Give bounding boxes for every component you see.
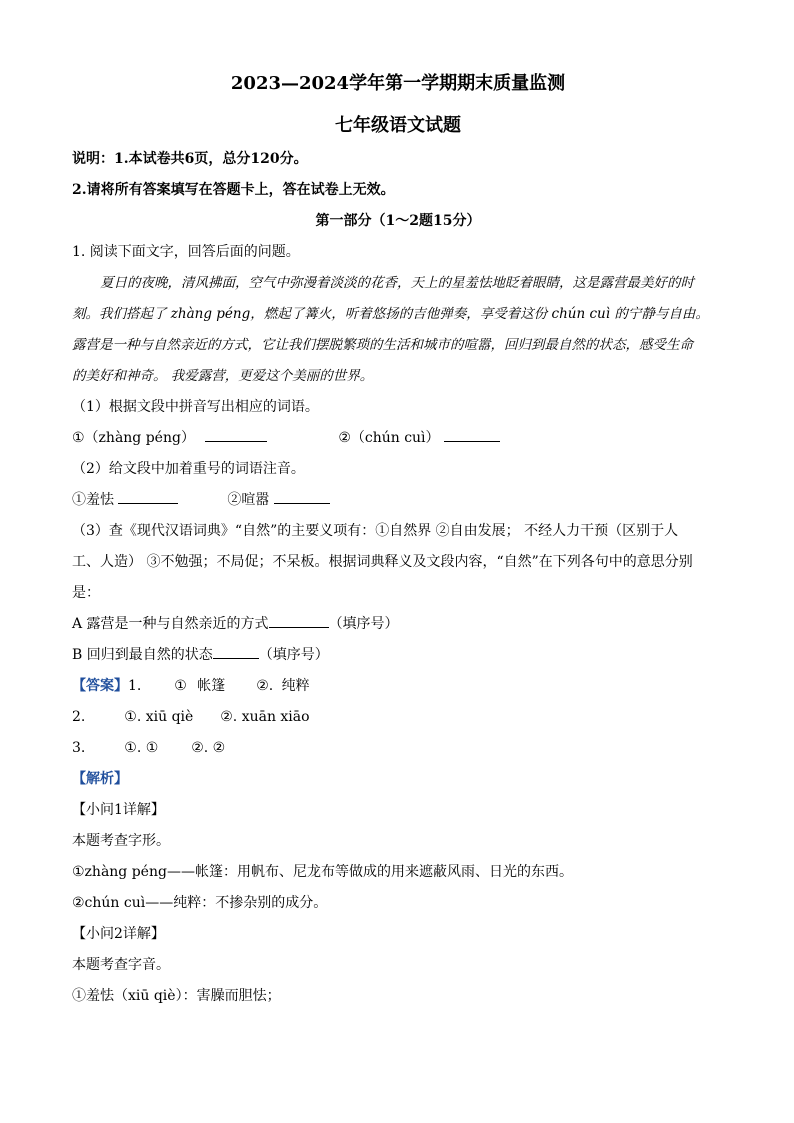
answer-2-a-text: xiū qiè: [145, 709, 194, 725]
answer-1-num: 1.: [128, 678, 142, 694]
sub1-item-a: ①（zhàng péng）: [72, 430, 195, 446]
sub3-item-b-suffix: （填序号）: [258, 647, 329, 663]
exam-page: [72, 66, 724, 1012]
answer-1-a-marker: ①: [174, 678, 187, 694]
answer-2-a-marker: ①.: [124, 709, 142, 725]
answer-blank[interactable]: [118, 489, 178, 504]
passage-line-4: 的美好和神奇。 我爱露营，更爱这个美丽的世界。: [72, 368, 374, 384]
question-stem: 1. 阅读下面文字，回答后面的问题。: [72, 244, 300, 260]
answer-row-3: [72, 733, 724, 764]
sub1-item-b: ②（chún cuì）: [338, 430, 440, 446]
passage-line-3: 露营是一种与自然亲近的方式，它让我们摆脱繁琐的生活和城市的喧嚣，回归到最自然的状态，感受生命: [72, 337, 693, 353]
answer-blank[interactable]: [269, 613, 329, 628]
passage-line-2: 刻。我们搭起了 zhàng péng，燃起了篝火，听着悠扬的吉他弹奏，享受着这份 chún cuì 的宁静与自由。: [72, 306, 709, 322]
exam-subtitle: 七年级语文试题: [335, 115, 461, 136]
exam-title: 2023—2024学年第一学期期末质量监测: [230, 73, 566, 94]
answer-3-a-marker: ①.: [124, 740, 142, 756]
detail-2-heading: 【小问2详解】: [72, 926, 165, 942]
sub3-item-a-row: [72, 609, 724, 640]
sub3-item-a: A 露营是一种与自然亲近的方式: [72, 616, 269, 632]
detail-1-item-1: ①zhàng péng——帐篷：用帆布、尼龙布等做成的用来遮蔽风雨、日光的东西。: [72, 864, 573, 880]
sub2-prompt: （2）给文段中加着重号的词语注音。: [72, 461, 305, 477]
detail-2-item-1: ①羞怯（xiū qiè）：害臊而胆怯；: [72, 988, 281, 1004]
detail-1-item-2: ②chún cuì——纯粹：不掺杂别的成分。: [72, 895, 328, 911]
sub2-items: [72, 485, 724, 516]
answer-blank[interactable]: [213, 644, 259, 659]
sub2-item-a: ①羞怯: [72, 492, 114, 508]
answer-label: 【答案】: [72, 678, 128, 694]
sub3-item-a-suffix: （填序号）: [328, 616, 399, 632]
answer-2-b-marker: ②.: [220, 709, 238, 725]
answer-row-1: [72, 671, 724, 702]
analysis-label: 【解析】: [72, 771, 128, 787]
answer-blank[interactable]: [444, 427, 500, 442]
detail-1-heading: 【小问1详解】: [72, 802, 165, 818]
sub3-line-1: （3）查《现代汉语词典》“自然”的主要义项有：①自然界 ②自由发展； 不经人力干预（区别于人: [72, 523, 679, 539]
answer-1-b-text: 纯粹: [281, 678, 310, 694]
part-heading: 第一部分（1～2题15分）: [315, 213, 481, 229]
answer-blank[interactable]: [274, 489, 330, 504]
passage-line-1: 夏日的夜晚，清风拂面，空气中弥漫着淡淡的花香，天上的星羞怯地眨着眼睛，这是露营最美好的时: [100, 275, 694, 291]
sub3-item-b: B 回归到最自然的状态: [72, 647, 213, 663]
note-line-2: 2.请将所有答案填写在答题卡上，答在试卷上无效。: [72, 182, 395, 198]
reading-passage: [72, 268, 724, 392]
sub1-prompt: （1）根据文段中拼音写出相应的词语。: [72, 399, 319, 415]
answer-1-a-text: 帐篷: [197, 678, 226, 694]
answer-3-num: 3.: [72, 740, 86, 756]
sub3-line-2: 工、人造） ③不勉强；不局促；不呆板。根据词典释义及文段内容，“自然”在下列各句中的意思分别: [72, 554, 693, 570]
answer-2-b-text: xuān xiāo: [241, 709, 310, 725]
detail-1-intro: 本题考查字形。: [72, 833, 170, 849]
answer-1-b-marker: ②.: [256, 678, 274, 694]
answer-blank[interactable]: [205, 427, 267, 442]
sub1-items: [72, 423, 724, 454]
sub2-item-b: ②喧嚣: [227, 492, 270, 508]
detail-2-intro: 本题考查字音。: [72, 957, 170, 973]
note-line-1: 说明：1.本试卷共6页，总分120分。: [72, 151, 308, 167]
sub3-line-3: 是：: [72, 585, 100, 601]
sub3-item-b-row: [72, 640, 724, 671]
answer-2-num: 2.: [72, 709, 86, 725]
answer-3-b-text: ②: [212, 740, 226, 756]
answer-row-2: [72, 702, 724, 733]
answer-3-b-marker: ②.: [191, 740, 209, 756]
answer-3-a-text: ①: [145, 740, 159, 756]
